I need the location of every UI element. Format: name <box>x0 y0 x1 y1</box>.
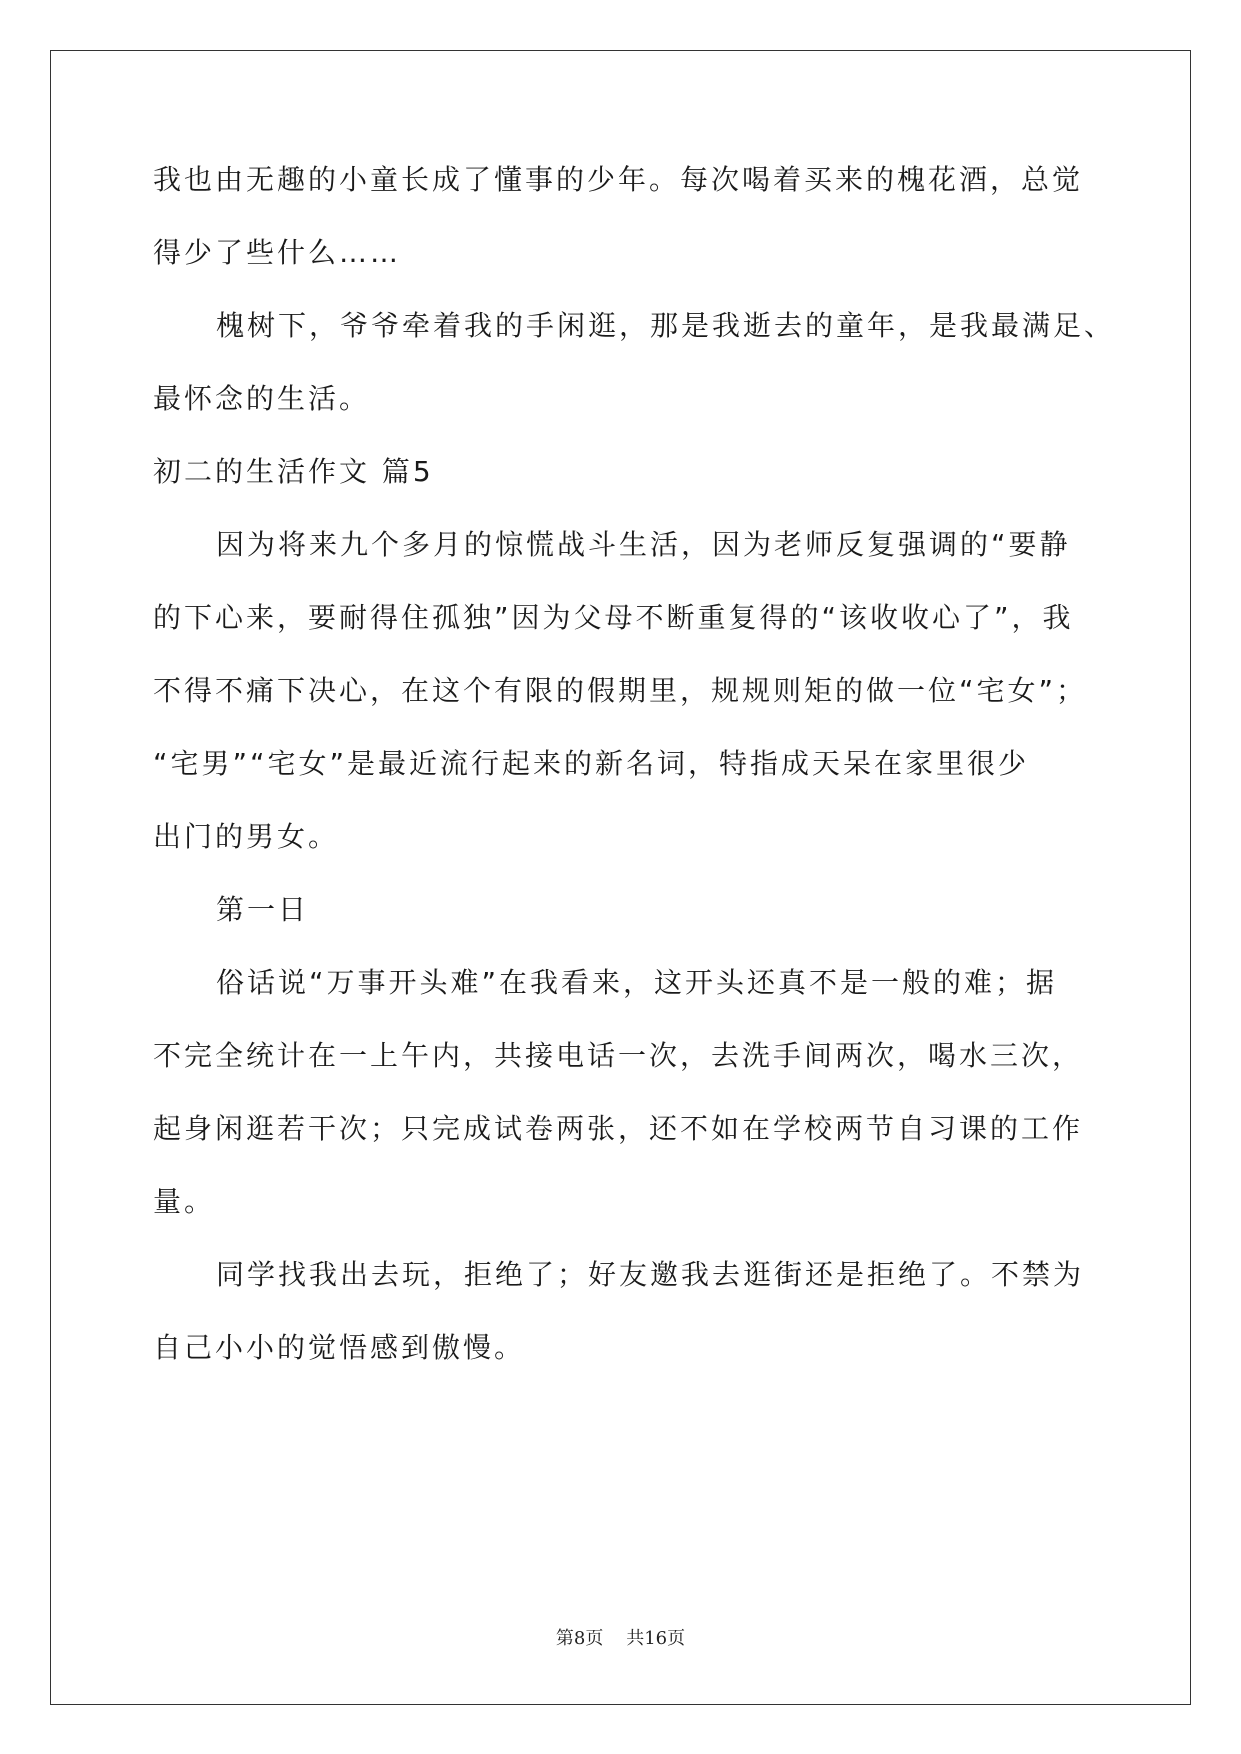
text-line: 得少了些什么…… <box>153 236 402 269</box>
section-heading: 初二的生活作文 篇5 <box>153 455 434 488</box>
text-line: 自己小小的觉悟感到傲慢。 <box>153 1331 526 1364</box>
text-line: 因为将来九个多月的惊慌战斗生活，因为老师反复强调的“要静 <box>216 528 1071 561</box>
text-line: “宅男”“宅女”是最近流行起来的新名词，特指成天呆在家里很少 <box>153 747 1030 780</box>
text-line: 起身闲逛若干次；只完成试卷两张，还不如在学校两节自习课的工作 <box>153 1112 1084 1145</box>
text-line: 不完全统计在一上午内，共接电话一次，去洗手间两次，喝水三次， <box>153 1039 1084 1072</box>
text-line: 出门的男女。 <box>153 820 340 853</box>
sub-heading: 第一日 <box>216 893 310 926</box>
text-line: 同学找我出去玩，拒绝了；好友邀我去逛街还是拒绝了。不禁为 <box>216 1258 1085 1291</box>
text-line: 不得不痛下决心，在这个有限的假期里，规规则矩的做一位“宅女”； <box>153 674 1088 707</box>
text-line: 最怀念的生活。 <box>153 382 371 415</box>
page-number: 第8页 <box>555 1628 604 1649</box>
text-line: 我也由无趣的小童长成了懂事的少年。每次喝着买来的槐花酒，总觉 <box>153 163 1084 196</box>
page-footer <box>0 1624 1241 1650</box>
text-line: 槐树下，爷爷牵着我的手闲逛，那是我逝去的童年，是我最满足、 <box>216 309 1116 342</box>
page-border <box>50 50 1191 1705</box>
page-total: 共16页 <box>626 1628 686 1649</box>
text-line: 俗话说“万事开头难”在我看来，这开头还真不是一般的难；据 <box>216 966 1058 999</box>
text-line: 的下心来，要耐得住孤独”因为父母不断重复得的“该收收心了”，我 <box>153 601 1074 634</box>
text-line: 量。 <box>153 1185 216 1218</box>
